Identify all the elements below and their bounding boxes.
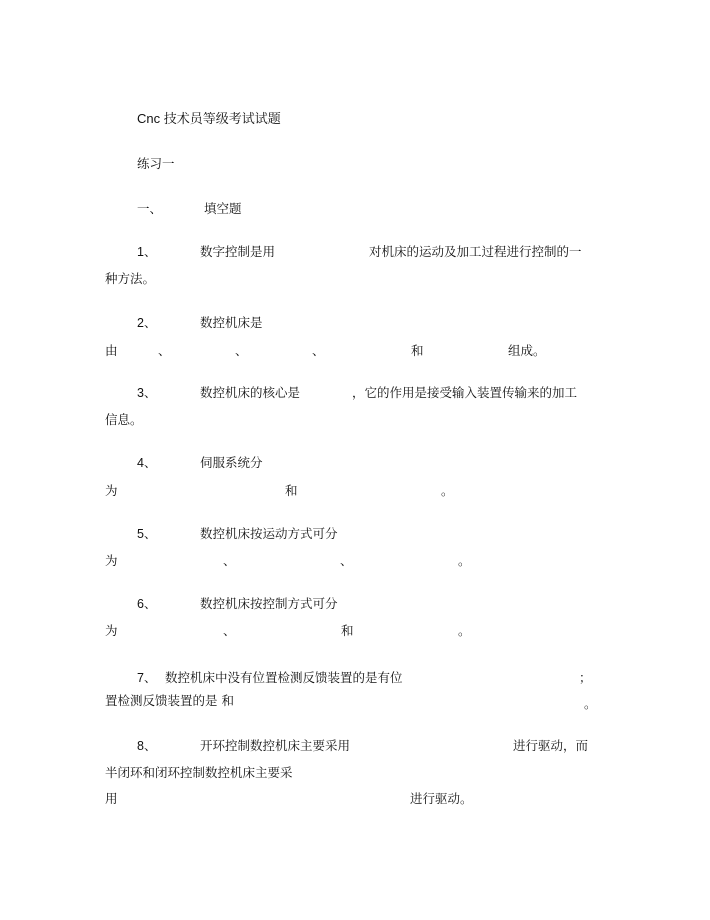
q2-sep-1: 、 (158, 343, 171, 358)
q5-text-a: 数控机床按运动方式可分 (200, 526, 338, 541)
q7-text-a: 数控机床中没有位置检测反馈装置的是有位 (165, 670, 403, 685)
q4-end: 。 (441, 483, 454, 498)
q6-and: 和 (341, 623, 354, 638)
q1-number: 1、 (137, 245, 157, 259)
q7-semicolon: ； (579, 670, 592, 685)
q7-end: 。 (584, 696, 597, 711)
q5-sep-2: 、 (340, 553, 353, 568)
q8-text-d: 进行驱动。 (410, 791, 473, 806)
q7-number: 7、 (137, 671, 157, 685)
part-number: 一、 (137, 201, 163, 216)
q3-text-b: ，它的作用是接受输入装置传输来的加工 (352, 385, 578, 400)
q4-as: 为 (105, 483, 118, 498)
q7-text-b: 置检测反馈装置的是 和 (105, 693, 234, 708)
q1-text-b: 对机床的运动及加工过程进行控制的一 (369, 244, 582, 259)
q2-sep-2: 、 (235, 343, 248, 358)
q4-text-a: 伺服系统分 (200, 455, 263, 470)
q5-number: 5、 (137, 527, 157, 541)
q4-and: 和 (285, 483, 298, 498)
q4-number: 4、 (137, 456, 157, 470)
q6-text-a: 数控机床按控制方式可分 (200, 596, 338, 611)
q3-number: 3、 (137, 386, 157, 400)
section-heading: 练习一 (137, 156, 175, 171)
q8-number: 8、 (137, 739, 157, 753)
q3-text-a: 数控机床的核心是 (200, 385, 301, 400)
q2-number: 2、 (137, 316, 157, 330)
q8-text-a: 开环控制数控机床主要采用 (200, 738, 351, 753)
q8-text-c: 半闭环和闭环控制数控机床主要采 (105, 765, 293, 780)
q3-text-c: 信息。 (105, 412, 143, 427)
q2-sep-3: 、 (312, 343, 325, 358)
q6-number: 6、 (137, 597, 157, 611)
q2-by: 由 (105, 343, 118, 358)
q2-end: 组成。 (508, 343, 546, 358)
q8-text-b: 进行驱动，而 (513, 738, 589, 753)
q6-sep-1: 、 (223, 623, 236, 638)
q2-and: 和 (411, 343, 424, 358)
q5-as: 为 (105, 553, 118, 568)
q1-text-a: 数字控制是用 (200, 244, 276, 259)
part-label: 填空题 (204, 201, 242, 216)
q6-as: 为 (105, 623, 118, 638)
q2-text-a: 数控机床是 (200, 315, 263, 330)
q8-use: 用 (105, 791, 118, 806)
q6-end: 。 (458, 623, 471, 638)
q5-end: 。 (458, 553, 471, 568)
q1-text-c: 种方法。 (105, 271, 156, 286)
q5-sep-1: 、 (223, 553, 236, 568)
exam-title: Cnc 技术员等级考试试题 (137, 111, 281, 126)
